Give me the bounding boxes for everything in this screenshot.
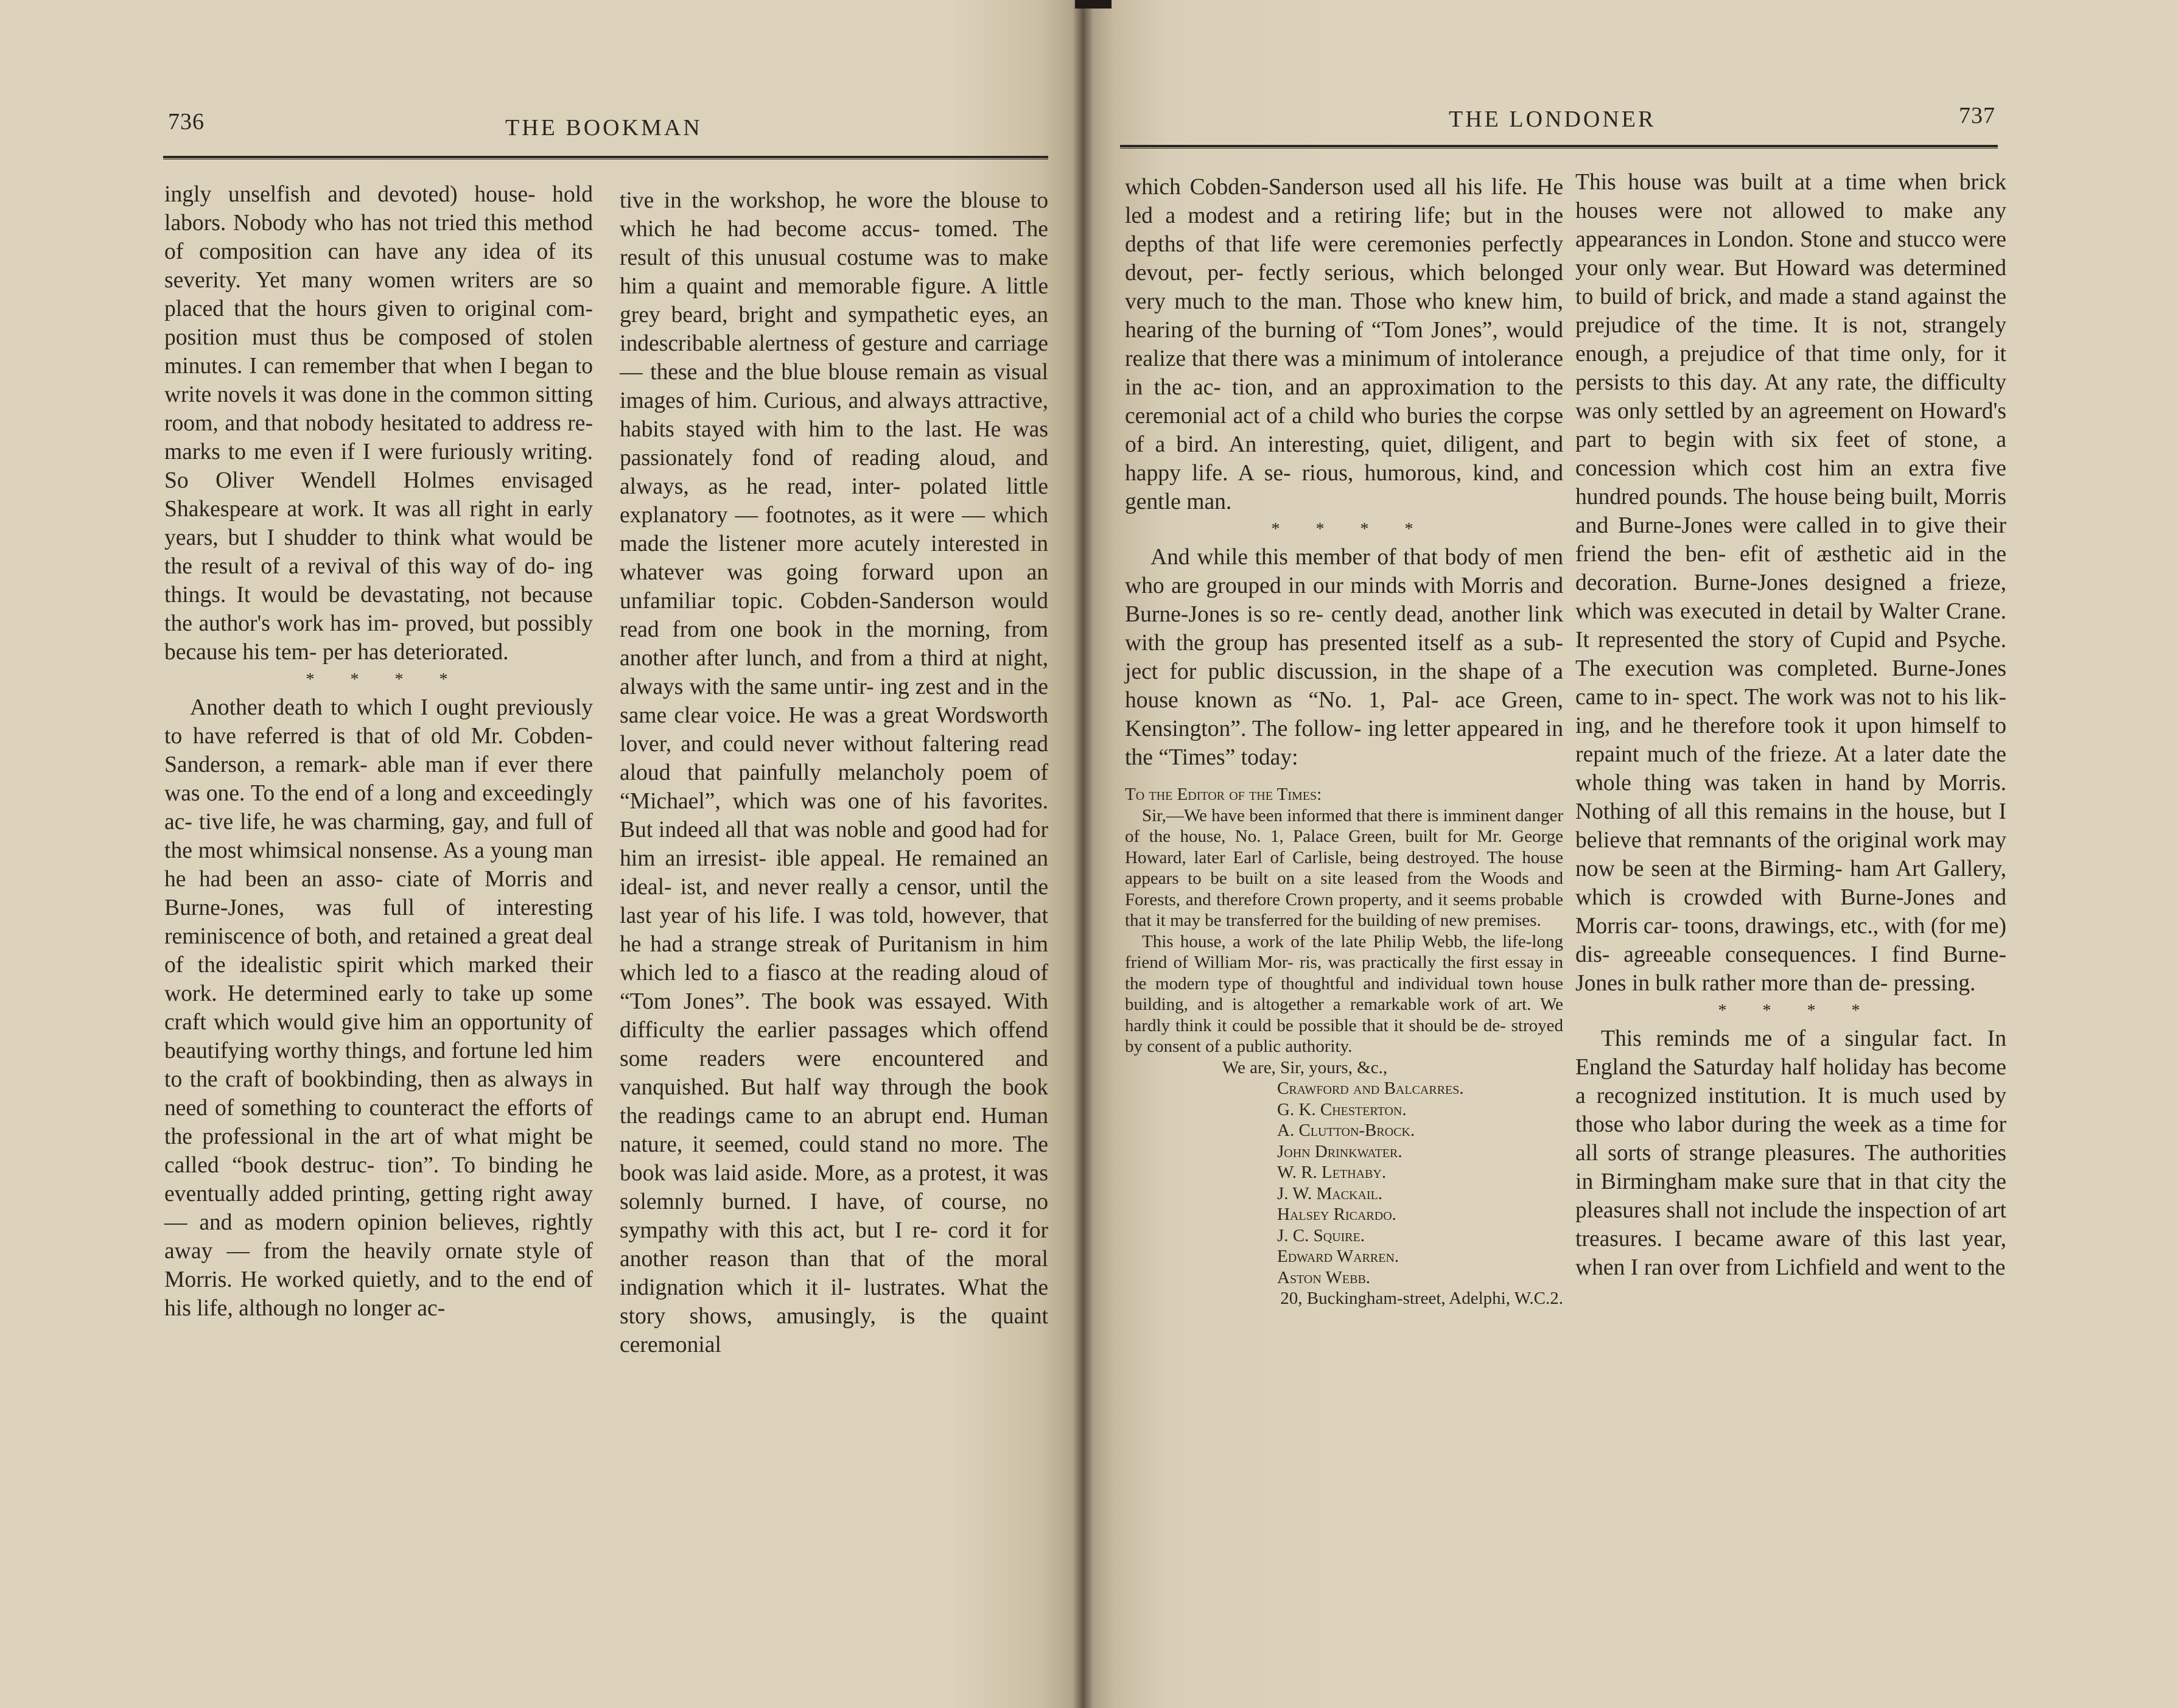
paragraph: This reminds me of a singular fact. In England the Saturday half holiday has become a recognized institution. It is much used by those who labor during the week as a time for all sorts of strange pleasures. The authorities in Birmingham make sure that in that city the pleasures shall not include the inspection of art treasures. I became aware of this last year, when I ran over from Lichfield and went to the xyxy=(1575,1026,2006,1280)
letter-to-editor xyxy=(1125,784,1563,1309)
left-column-1 xyxy=(164,180,593,1323)
letter-signatures xyxy=(1125,1057,1563,1309)
spine-edge xyxy=(1075,0,1112,9)
section-break: * * * * xyxy=(1718,1001,1876,1020)
signatory: J. C. Squire. xyxy=(1277,1225,1365,1245)
paragraph: tive in the workshop, he wore the blouse to which he had become accus- tomed. The result of this unusual costume was to make him a quaint and memorable figure. A little grey beard, bright and sympathetic eyes, an indescribable alertness of gesture and carriage — these and the blue blouse remain as visual images of him. Curious, and always attractive, habits stayed with him to the last. He was passionately fond of reading aloud, and always, as he read, inter- polated little explanatory — footnotes, as it were — which made the listener more acutely interested in whatever was going forward upon an unfamiliar topic. Cobden-Sanderson would read from one book in the morning, from another after lunch, and from a third at night, always with the same untir- ing zest and in the same clear voice. He was a great Wordsworth lover, and could never without faltering read aloud that painfully melancholy poem of “Michael”, which was one of his favorites. But indeed all that was noble and good had for him an irresist- ible appeal. He remained an ideal- ist, and never really a censor, until the last year of his life. I was told, however, that he had a strange streak of Puritanism in him which led to a fiasco at the reading aloud of “Tom Jones”. The book was essayed. With difficulty the earlier passages which offend some readers were encountered and vanquished. But half way through the book the readings came to an abrupt end. Human nature, it seemed, could stand no more. The book was laid aside. More, as a protest, it was solemnly burned. I have, of course, no sympathy with this act, but I re- cord it for another reason than that of the moral indignation which it il- lustrates. What the story shows, amusingly, is the quaint ceremonial xyxy=(620,188,1048,1357)
page-number: 737 xyxy=(1959,103,1995,128)
letter-address: 20, Buckingham-street, Adelphi, W.C.2. xyxy=(1280,1289,1563,1308)
letter-closing: We are, Sir, yours, &c., xyxy=(1222,1057,1388,1077)
right-column-2 xyxy=(1575,168,2006,1282)
header-rule xyxy=(1120,145,1998,149)
signatory: J. W. Mackail. xyxy=(1277,1183,1383,1203)
paragraph: And while this member of that body of men who are grouped in our minds with Morris and Burne-Jones is so re- cently dead, another link with the group has presented itself as a sub- ject for public discussion, in the shape of a house known as “No. 1, Pal- ace Green, Kensington”. The follow- ing letter appeared in the “Times” today: xyxy=(1125,545,1563,770)
section-break: * * * * xyxy=(1271,520,1429,539)
left-column-2 xyxy=(620,186,1048,1359)
header-rule xyxy=(163,156,1048,159)
paragraph: This house was built at a time when brick houses were not allowed to make any appearances in London. Stone and stucco were your only wear. But Howard was determined to build of brick, and made a stand against the prejudice of the time. It is not, strangely enough, a prejudice of that time only, for it persists to this day. At any rate, the difficulty was only settled by an agreement on Howard's part to begin with six feet of stone, a concession which cost him an extra five hundred pounds. The house being built, Morris and Burne-Jones were called in to give their friend the ben- efit of æsthetic aid in the decoration. Burne-Jones designed a frieze, which was executed in detail by Walter Crane. It represented the story of Cupid and Psyche. The execution was completed. Burne-Jones came to in- spect. The work was not to his lik- ing, and he therefore took it upon himself to repaint much of the frieze. At a later date the whole thing was taken in hand by Morris. Nothing of all this remains in the house, but I believe that remnants of the original work may now be seen at the Birming- ham Art Gallery, which is crowded with Burne-Jones and Morris car- toons, drawings, etc., with (for me) dis- agreeable consequences. I find Burne- Jones in bulk rather more than de- pressing. xyxy=(1575,170,2006,996)
left-page xyxy=(0,0,1082,1708)
page-number: 736 xyxy=(168,109,205,135)
paragraph: which Cobden-Sanderson used all his life. He led a modest and a retiring life; but in the depths of that life were ceremonies perfectly devout, per- fectly serious, which belonged very much to the man. Those who knew him, hearing of the burning of “Tom Jones”, would realize that there was a minimum of intolerance in the ac- tion, and an approximation to the ceremonial act of a child who buries the corpse of a bird. An interesting, quiet, diligent, and happy life. A se- rious, humorous, kind, and gentle man. xyxy=(1125,175,1563,514)
right-column-1 xyxy=(1125,173,1563,1309)
paragraph: ingly unselfish and devoted) house- hold labors. Nobody who has not tried this method of composition can have any idea of its severity. Yet many women writers are so placed that the hours given to original com- position must thus be composed of stolen minutes. I can remember that when I began to write novels it was done in the common sitting room, and that nobody hesitated to address re- marks to me even if I were furiously writing. So Oliver Wendell Holmes envisaged Shakespeare at work. It was all right in early years, but I shudder to think what would be the result of a revival of this way of do- ing things. It would be devastating, not because the author's work has im- proved, but possibly because his tem- per has deteriorated. xyxy=(164,182,593,665)
signatory: Crawford and Balcarres. xyxy=(1277,1079,1464,1098)
section-break: * * * * xyxy=(306,670,464,689)
paragraph: Another death to which I ought previously to have referred is that of old Mr. Cobden-Sanderson, a remark- able man if ever there was one. To the end of a long and exceedingly ac- tive life, he was charming, gay, and full of the most whimsical nonsense. As a young man he had been an asso- ciate of Morris and Burne-Jones, was full of interesting reminiscence of both, and retained a great deal of the idealistic spirit which marked their work. He determined early to take up some craft which would give him an opportunity of beautifying worthy things, and fortune led him to the craft of bookbinding, then as always in need of something to counteract the efforts of the professional in the art of what might be called “book destruc- tion”. To binding he eventually added printing, getting right away — and as modern opinion believes, rightly away — from the heavily ornate style of Morris. He worked quietly, and to the end of his life, although no longer ac- xyxy=(164,695,593,1321)
signatory: Aston Webb. xyxy=(1277,1267,1371,1287)
letter-heading: To the Editor of the Times: xyxy=(1125,785,1322,804)
running-head: THE BOOKMAN xyxy=(505,115,702,141)
signatory: G. K. Chesterton. xyxy=(1277,1099,1407,1119)
letter-paragraph: This house, a work of the late Philip Webb, the life-long friend of William Mor- ris, was practically the first essay in the modern type of thoughtful and individual town house building, and is altogether a remarkable work of art. We hardly think it could be possible that it should be de- stroyed by consent of a public authority. xyxy=(1125,931,1563,1056)
signatory: Halsey Ricardo. xyxy=(1277,1205,1396,1224)
letter-paragraph: Sir,—We have been informed that there is imminent danger of the house, No. 1, Palace Green, built for Mr. George Howard, later Earl of Carlisle, being destroyed. The house appears to be built on a site leased from the Woods and Forests, and therefore Crown property, and it seems probable that it may be transferred for the building of new premises. xyxy=(1125,805,1563,930)
signatory: Edward Warren. xyxy=(1277,1247,1399,1266)
running-head: THE LONDONER xyxy=(1449,107,1656,132)
signatory: W. R. Lethaby. xyxy=(1277,1163,1387,1182)
signatory: John Drinkwater. xyxy=(1277,1141,1402,1161)
book-gutter xyxy=(1073,0,1093,1708)
signatory: A. Clutton-Brock. xyxy=(1277,1121,1415,1140)
right-page xyxy=(1082,0,2178,1708)
